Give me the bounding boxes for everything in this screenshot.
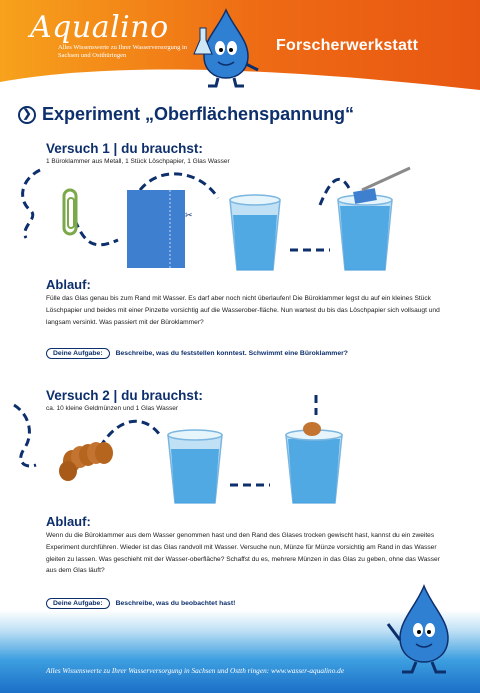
- versuch2-task: [46, 598, 235, 609]
- blotting-paper-icon: [127, 190, 193, 268]
- versuch2-text: Wenn du die Büroklammer aus dem Wasser genommen hast und den Rand des Glases trocken gewischt hast, kannst du ein zweites Experiment durchführen. Wieder ist das Glas randvoll mit Wasser. Versuche nun, Münze für Münze vorsichtig am Rand in das Wasser gleiten zu lassen. Was geschieht mit der Wasser-oberfläche? Schaffst du es, mehrere Münzen in das Glas zu geben, ohne das Wasser aus dem Glas läuft?: [46, 532, 440, 575]
- task-label: Deine Aufgabe:: [46, 598, 110, 609]
- drop-mascot-icon: [386, 584, 466, 674]
- footer-text: Alles Wissenswerte zu Ihrer Wasserversorgung in Sachsen und Ostth ringen: www.wasser-aqualino.de: [46, 666, 345, 675]
- paperclip-icon: [64, 190, 76, 234]
- glass-with-coin-icon: [286, 422, 342, 503]
- arrow-circle-icon: ❯: [18, 106, 36, 124]
- glass-with-paperclip-icon: [338, 168, 410, 270]
- header-banner: [0, 0, 480, 96]
- water-glass-icon: [230, 195, 280, 270]
- drop-mascot-with-flask-icon: [196, 8, 266, 88]
- versuch2-ablauf-title: Ablauf:: [46, 514, 91, 529]
- task-text: Beschreibe, was du beobachtet hast!: [115, 600, 236, 607]
- versuch1-text: Fülle das Glas genau bis zum Rand mit Wasser. Es darf aber noch nicht überlaufen! Die Büroklammer legst du auf ein kleines Stück Löschpapier und beides mit einer Pinzette vorsichtig auf die Wasserober-fläche. Nun wartest du bis das Löschpapier sich vollsaugt und langsam versinkt. Was passiert mit der Büroklammer?: [46, 295, 440, 326]
- versuch1-title: Versuch 1 | du brauchst:: [46, 141, 203, 156]
- task-label: Deine Aufgabe:: [46, 348, 110, 359]
- aqualino-logo: Aqualino: [30, 10, 169, 45]
- water-glass-icon: [168, 430, 222, 503]
- versuch2-illustration: [0, 395, 480, 505]
- experiment-title-text: Experiment „Oberflächenspannung“: [42, 104, 355, 124]
- logo-subtitle: Alles Wissenswerte zu Ihrer Wasserversorgung in Sachsen und Ostthüringen: [58, 44, 188, 59]
- dashed-arrow-icon: [23, 170, 350, 250]
- coins-icon: [59, 442, 113, 481]
- versuch2-title: Versuch 2 | du brauchst:: [46, 388, 203, 403]
- header-title: Forscherwerkstatt: [276, 37, 419, 54]
- versuch1-ablauf-title: Ablauf:: [46, 277, 91, 292]
- versuch1-illustration: [0, 160, 480, 280]
- task-text: Beschreibe, was du feststellen konntest. Schwimmt eine Büroklammer?: [115, 350, 348, 357]
- experiment-title: [18, 104, 354, 125]
- svg-text:✂: ✂: [185, 211, 193, 221]
- versuch1-task: [46, 348, 348, 359]
- versuch2-materials: ca. 10 kleine Geldmünzen und 1 Glas Wasser: [46, 405, 178, 412]
- versuch1-materials: 1 Büroklammer aus Metall, 1 Stück Löschpapier, 1 Glas Wasser: [46, 158, 230, 165]
